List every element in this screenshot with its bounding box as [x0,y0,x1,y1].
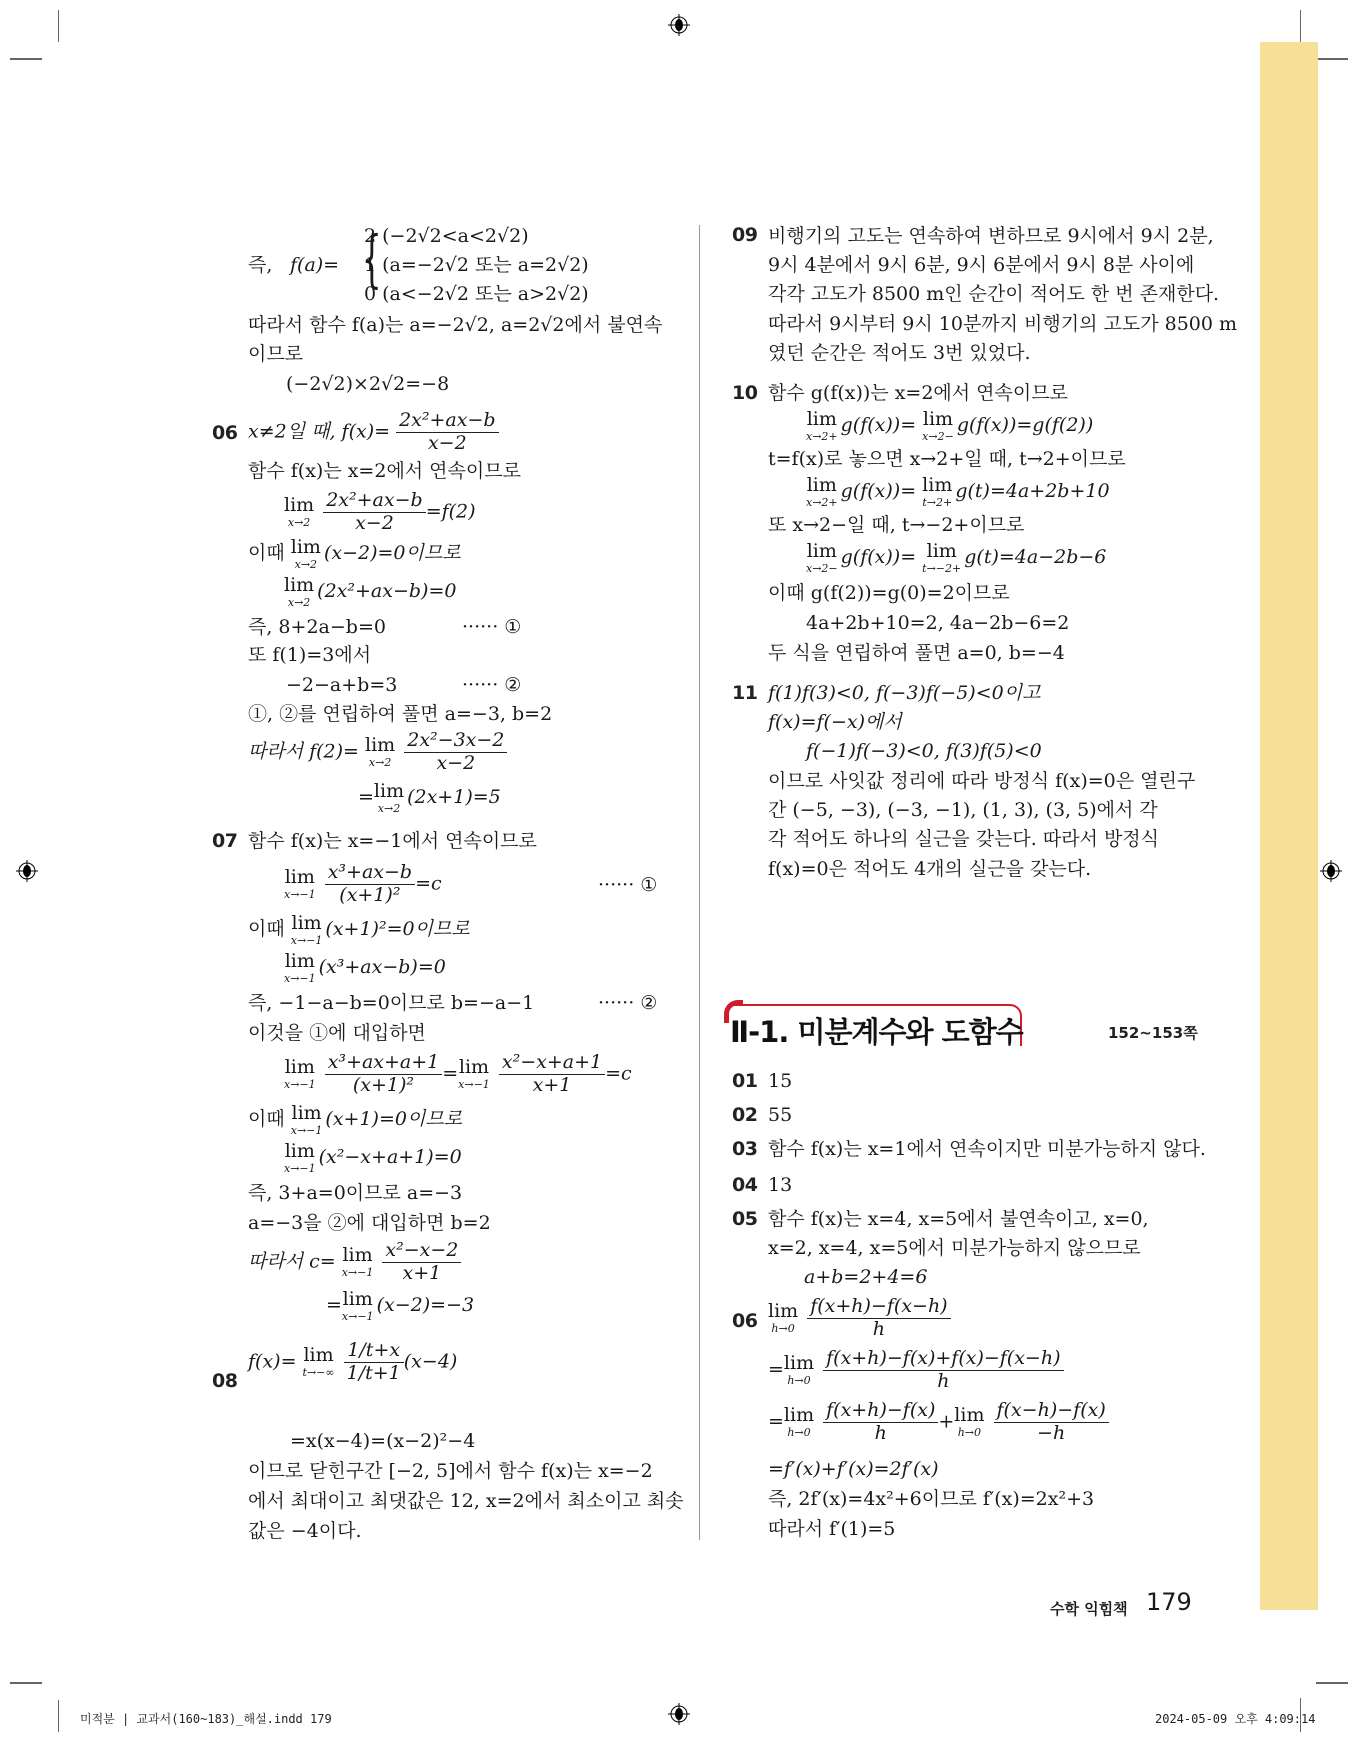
p10-line5: 또 x→2−일 때, t→−2+이므로 [768,514,1025,536]
problem-number-07: 07 [212,830,238,852]
s05-line3: a+b=2+4=6 [804,1266,928,1288]
p08-line5: 값은 −4이다. [248,1520,362,1542]
p06-marker2: ······ ② [462,674,522,696]
slug-divider [58,1700,59,1732]
s06-line3: = lim h→0 $\frac{f(x+h)-f(x)}{h}$ + lim h→0 $\frac{f(x-h)-f(x)}{-h}$ [768,1400,1109,1445]
p11-line5: 간 (−5, −3), (−3, −1), (1, 3), (3, 5)에서 각 [768,799,1158,821]
column-divider [699,225,700,1540]
crop-mark-bottom-right-h [1316,1682,1348,1684]
p10-line1: 함수 g(f(x))는 x=2에서 연속이므로 [768,382,1068,404]
p06-line10: 따라서 f(2)= lim x→2 $\frac{\text{2x²−3x−2}}{x-2}$ [248,730,507,775]
p10-line9: 두 식을 연립하여 풀면 a=0, b=−4 [768,642,1065,664]
crop-mark-top-right-v [1300,10,1301,42]
p05-line2: 이므로 [248,343,304,365]
p09-line1: 비행기의 고도는 연속하여 변하므로 9시에서 9시 2분, [768,225,1214,247]
p11-line2: f(x)=f(−x)에서 [768,711,902,733]
p07-line11: a=−3을 ②에 대입하면 b=2 [248,1212,491,1234]
p06-line3: lim x→2 $\frac{\text{2x²+ax−b}}{x-2}$ =f(2) [284,489,476,534]
p10-line2: lim x→2+ g(f(x))= lim x→2− g(f(x))=g(f(2)) [806,408,1094,443]
p07-line2: lim x→−1 $\frac{\text{x³+ax−b}}{\text{(x+1)²}}$ =c [284,861,442,906]
p05-case1: 2 (−2√2<a<2√2) [364,225,529,247]
p10-line6: lim x→2− g(f(x))= lim t→−2+ g(t)=4a−2b−6 [806,540,1107,575]
piecewise-brace: { [361,222,382,295]
s03-answer: 함수 f(x)는 x=1에서 연속이지만 미분가능하지 않다. [768,1138,1206,1160]
slug-file-info: 미적분 | 교과서(160~183)_해설.indd 179 [80,1712,332,1726]
problem-number-02: 02 [732,1104,758,1126]
p09-line3: 각각 고도가 8500 m인 순간이 적어도 한 번 존재한다. [768,283,1220,305]
p06-marker1: ······ ① [462,616,522,638]
p11-line4: 이므로 사잇값 정리에 따라 방정식 f(x)=0은 열린구 [768,770,1196,792]
problem-number-06b: 06 [732,1310,758,1332]
p08-line4: 에서 최대이고 최댓값은 12, x=2에서 최소이고 최솟 [248,1490,684,1512]
p09-line5: 였던 순간은 적어도 3번 있었다. [768,342,1031,364]
s06-line2: = lim h→0 $\frac{f(x+h)-f(x)+f(x)-f(x-h)}{h}$ [768,1348,1064,1393]
problem-number-01: 01 [732,1070,758,1092]
p06-line4: 이때 lim x→2 (x−2)=0이므로 [248,536,461,571]
p08-line1: f(x)= lim t→−∞ $\frac{1/t+x}{1/t+1}$ (x−4) [248,1339,458,1384]
p06-line11: = lim x→2 (2x+1)=5 [358,780,501,815]
p10-line8: 4a+2b+10=2, 4a−2b−6=2 [806,612,1070,634]
p08-line2: =x(x−4)=(x−2)²−4 [290,1430,476,1452]
p05-case3: 0 (a<−2√2 또는 a>2√2) [364,283,589,305]
s06-line5: 즉, 2f′(x)=4x²+6이므로 f′(x)=2x²+3 [768,1488,1095,1510]
p11-line7: f(x)=0은 적어도 4개의 실근을 갖는다. [768,858,1092,880]
problem-number-05: 05 [732,1208,758,1230]
p07-line13: = lim x→−1 (x−2)=−3 [326,1288,475,1323]
problem-number-08: 08 [212,1370,238,1392]
p06-line6: 즉, 8+2a−b=0 [248,616,386,638]
p07-line5: 즉, −1−a−b=0이므로 b=−a−1 [248,992,535,1014]
p11-line3: f(−1)f(−3)<0, f(3)f(5)<0 [806,740,1042,762]
problem-number-11: 11 [732,682,758,704]
p11-line1: f(1)f(3)<0, f(−3)f(−5)<0이고 [768,682,1041,704]
p11-line6: 각 적어도 하나의 실근을 갖는다. 따라서 방정식 [768,828,1160,850]
p07-line3: 이때 lim x→−1 (x+1)²=0이므로 [248,912,470,947]
problem-number-09: 09 [732,224,758,246]
p07-marker1: ······ ① [598,874,658,896]
p06-line1: x≠2일 때, f(x)= $\frac{\text{2x²+ax−b}}{x-2}$ [248,410,499,455]
crop-mark-top-left-h [10,58,42,60]
p07-line8: 이때 lim x→−1 (x+1)=0이므로 [248,1102,463,1137]
s04-answer: 13 [768,1174,793,1196]
p07-line6: 이것을 ①에 대입하면 [248,1022,426,1044]
p07-line10: 즉, 3+a=0이므로 a=−3 [248,1182,463,1204]
p09-line4: 따라서 9시부터 9시 10분까지 비행기의 고도가 8500 m [768,313,1238,335]
registration-mark-icon [668,1703,690,1725]
p07-marker2: ······ ② [598,992,658,1014]
p10-line3: t=f(x)로 놓으면 x→2+일 때, t→2+이므로 [768,448,1126,470]
registration-mark-icon [16,860,38,882]
p07-line12: 따라서 c= lim x→−1 $\frac{\text{x²−x−2}}{x+1}$ [248,1240,461,1285]
p05-line3: (−2√2)×2√2=−8 [286,373,450,395]
s05-line2: x=2, x=4, x=5에서 미분가능하지 않으므로 [768,1237,1141,1259]
s02-answer: 55 [768,1104,793,1126]
p05-fa: f(a)= [290,254,340,276]
crop-mark-bottom-left-h [10,1682,42,1684]
p08-line3: 이므로 닫힌구간 [−2, 5]에서 함수 f(x)는 x=−2 [248,1460,653,1482]
section-page-reference: 152~153쪽 [1108,1024,1198,1042]
p06-line8: −2−a+b=3 [286,674,398,696]
p10-line4: lim x→2+ g(f(x))= lim t→2+ g(t)=4a+2b+10 [806,474,1110,509]
p06-line2: 함수 f(x)는 x=2에서 연속이므로 [248,460,521,482]
s06-line4: =f′(x)+f′(x)=2f′(x) [768,1458,939,1480]
chapter-side-tab [1260,42,1318,1610]
p07-line1: 함수 f(x)는 x=−1에서 연속이므로 [248,830,537,852]
book-title: 수학 익힘책 [1050,1600,1128,1618]
registration-mark-icon [1320,860,1342,882]
p07-line9: lim x→−1 (x²−x+a+1)=0 [284,1140,462,1175]
p09-line2: 9시 4분에서 9시 6분, 9시 6분에서 9시 8분 사이에 [768,254,1195,276]
crop-mark-top-left-v [58,10,59,42]
p10-line7: 이때 g(f(2))=g(0)=2이므로 [768,582,1010,604]
p07-line4: lim x→−1 (x³+ax−b)=0 [284,950,446,985]
s06-line1: lim h→0 $\frac{f(x+h)-f(x-h)}{h}$ [768,1296,951,1341]
p05-line1: 따라서 함수 f(a)는 a=−2√2, a=2√2에서 불연속 [248,314,663,336]
registration-mark-icon [668,14,690,36]
p05-intro: 즉, [248,254,273,276]
problem-number-06: 06 [212,422,238,444]
p06-line9: ①, ②를 연립하여 풀면 a=−3, b=2 [248,703,553,725]
p07-line7: lim x→−1 $\frac{\text{x³+ax+a+1}}{\text{(x+1)²}}$ = lim x→−1 $\frac{\text{x²−x+a+1}}{x+1}$ =c [284,1051,632,1096]
s01-answer: 15 [768,1070,793,1092]
p06-line7: 또 f(1)=3에서 [248,644,372,666]
slug-timestamp: 2024-05-09 오후 4:09:14 [1155,1712,1316,1726]
section-title: Ⅱ-1. 미분계수와 도함수 [730,1015,1023,1049]
page-number: 179 [1146,1588,1192,1616]
fraction: $\frac{\text{2x²+ax−b}}{x-2}$ [396,410,498,455]
problem-number-03: 03 [732,1138,758,1160]
crop-mark-top-right-h [1316,58,1348,60]
s05-line1: 함수 f(x)는 x=4, x=5에서 불연속이고, x=0, [768,1208,1149,1230]
p05-case2: 1 (a=−2√2 또는 a=2√2) [364,254,589,276]
p06-line5: lim x→2 (2x²+ax−b)=0 [284,574,457,609]
problem-number-10: 10 [732,382,758,404]
s06-line6: 따라서 f′(1)=5 [768,1518,896,1540]
problem-number-04: 04 [732,1174,758,1196]
